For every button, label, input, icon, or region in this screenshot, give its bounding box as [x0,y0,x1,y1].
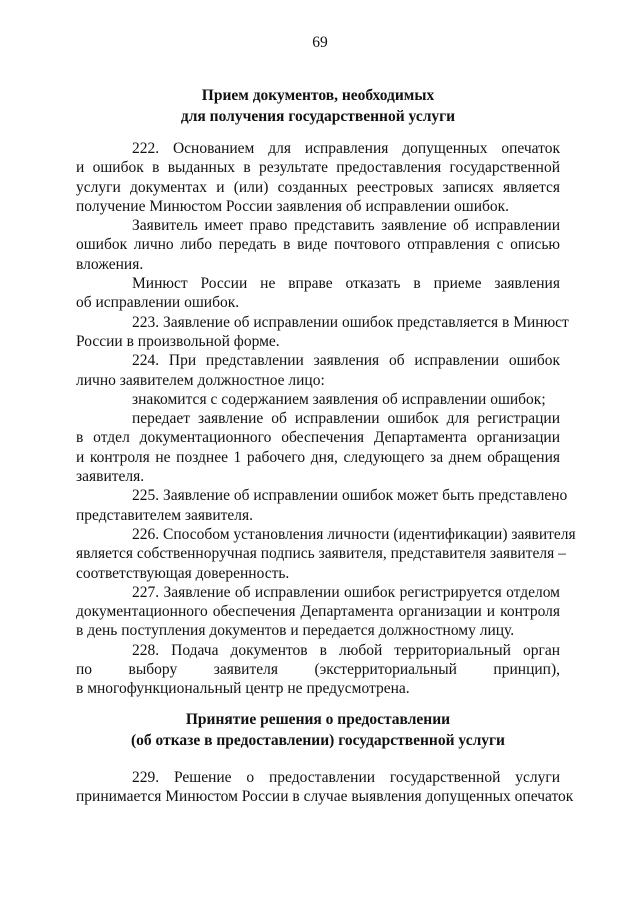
text-line: лично заявителем должностное лицо: [76,371,325,389]
text-line: вложения. [76,255,144,273]
paragraph [76,525,576,583]
heading-line: Прием документов, необходимых [201,87,435,104]
text-line: документационного обеспечения Департамента организации и контроля [76,603,560,621]
text-line: об исправлении ошибок. [76,294,240,312]
text-line: принимается Минюстом России в случае выявления допущенных опечаток [76,788,574,806]
heading-line: Принятие решения о предоставлении [185,711,451,728]
section-heading-1 [76,86,560,127]
text-line: получение Минюстом России заявления об исправлении ошибок. [76,197,510,215]
paragraph [76,641,560,699]
text-line: передает заявление об исправлении ошибок для регистрации [132,410,560,428]
text-line: Минюст России не вправе отказать в приеме заявления [132,275,560,293]
text-line: 222. Основанием для исправления допущенных опечаток [132,140,560,157]
text-line: 229. Решение о предоставлении государственной услуги [132,769,560,786]
text-line: в день поступления документов и передается должностному лицу. [76,622,515,640]
section-heading-2 [76,710,560,751]
text-line: ошибок лично либо передать в виде почтового отправления с описью [76,236,560,254]
text-line: 224. При представлении заявления об исправлении ошибок [132,352,560,370]
paragraph [76,390,560,409]
paragraph [76,409,560,486]
text-line: заявителя. [76,468,145,486]
text-line: соответствующая доверенность. [76,564,290,582]
text-line: в многофункциональный центр не предусмотрена. [76,680,410,698]
paragraph [76,274,560,313]
text-line: знакомится с содержанием заявления об исправлении ошибок; [132,390,546,408]
text-line: России в произвольной форме. [76,332,280,350]
text-line: 227. Заявление об исправлении ошибок регистрируется отделом [132,583,560,601]
text-line: и ошибок в выданных в результате предоставления государственной [76,159,560,177]
paragraph [76,768,574,807]
heading-line: (об отказе в предоставлении) государственной услуги [131,731,505,749]
body-text-2 [76,768,574,807]
text-line: 226. Способом установления личности (идентификации) заявителя [132,525,576,543]
text-line: 225. Заявление об исправлении ошибок может быть представлено [132,487,568,505]
text-line: представителем заявителя. [76,506,254,524]
page-number: 69 [312,34,328,51]
text-line: в отдел документационного обеспечения Департамента организации [76,429,560,447]
paragraph [76,139,560,216]
text-line: 223. Заявление об исправлении ошибок представляется в Минюст [132,313,569,331]
text-line: Заявитель имеет право представить заявление об исправлении [132,217,560,235]
text-line: является собственноручная подпись заявителя, представителя заявителя – [76,545,566,563]
text-line: 228. Подача документов в любой территориальный орган [132,641,560,659]
text-line: услуги документах и (или) созданных реестровых записях является [76,178,560,196]
text-line: и контроля не позднее 1 рабочего дня, следующего за днем обращения [76,448,560,466]
paragraph [76,351,560,390]
paragraph [76,216,560,274]
text-line: по выбору заявителя (экстерриториальный принцип), [76,661,560,679]
body-text-1 [76,139,576,699]
paragraph [76,313,569,352]
paragraph [76,583,560,641]
paragraph [76,486,568,525]
heading-line: для получения государственной услуги [180,107,456,125]
